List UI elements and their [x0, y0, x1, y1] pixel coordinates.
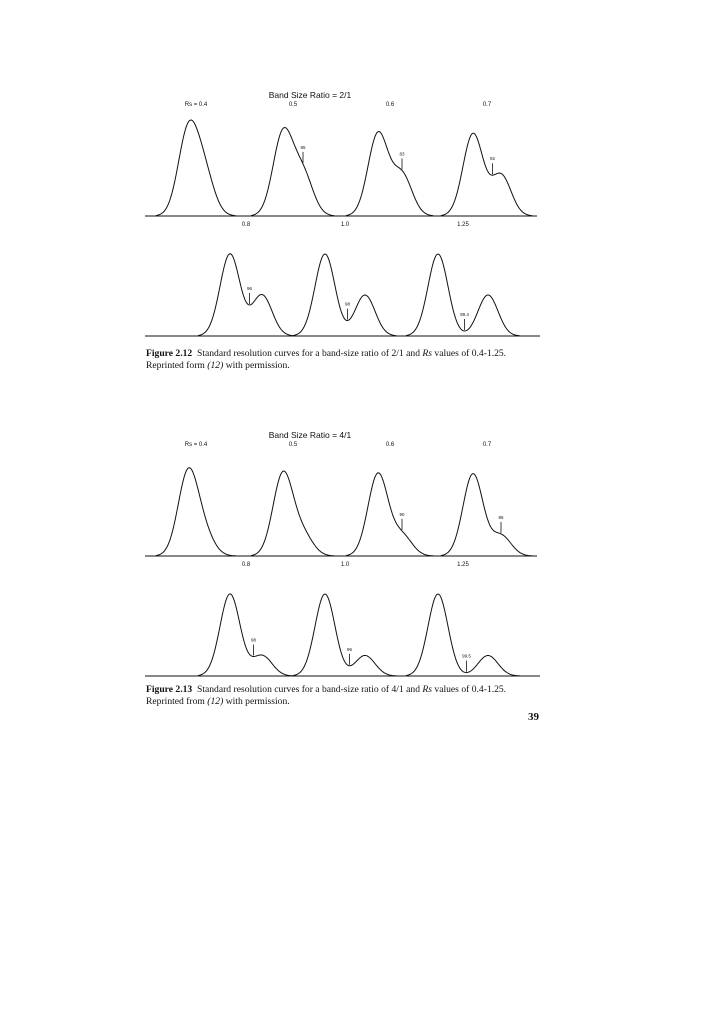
resolution-curve: [441, 133, 532, 216]
caption-symbol: Rs: [422, 684, 432, 695]
resolution-curve: [251, 471, 334, 556]
caption-text: values of 0.4-1.25. Reprinted from: [146, 684, 507, 707]
resolution-curve: [198, 594, 293, 676]
rs-value-label: Rs = 0.4: [184, 442, 208, 448]
rs-value-label: 0.8: [241, 562, 251, 568]
resolution-curve: [346, 132, 433, 216]
caption-text: with permission.: [225, 360, 290, 371]
resolution-curve: [156, 468, 236, 556]
valley-value-label: 95: [498, 514, 504, 520]
caption-reference: (12): [207, 696, 224, 707]
figure-2-12-chart: [140, 85, 550, 350]
resolution-curve: [156, 120, 236, 216]
valley-value-label: 98: [344, 301, 351, 307]
rs-value-label: 0.5: [288, 102, 298, 108]
page-number: 39: [528, 711, 539, 723]
rs-value-label: 0.6: [385, 102, 395, 108]
rs-value-label: Rs = 0.4: [184, 102, 208, 108]
rs-value-label: 1.25: [457, 222, 469, 228]
resolution-curve: [293, 594, 396, 676]
caption-text: Standard resolution curves for a band-size ratio of 2/1 and: [197, 348, 420, 359]
valley-value-label: 99.5: [462, 653, 471, 659]
figure-2-12-caption: [146, 348, 546, 372]
figure-title: Band Size Ratio = 2/1: [268, 90, 352, 100]
caption-text: with permission.: [225, 696, 290, 707]
figure-title: Band Size Ratio = 4/1: [268, 430, 352, 440]
rs-value-label: 0.8: [241, 222, 251, 228]
figure-2-12: [140, 85, 550, 350]
rs-value-label: 1.0: [340, 562, 350, 568]
resolution-curve: [251, 128, 334, 216]
resolution-curve: [441, 474, 532, 556]
valley-value-label: 98: [250, 637, 257, 643]
valley-value-label: 83: [399, 151, 405, 157]
rs-value-label: 1.0: [340, 222, 350, 228]
rs-value-label: 0.7: [482, 102, 492, 108]
resolution-curve: [406, 254, 520, 336]
rs-value-label: 0.5: [288, 442, 298, 448]
valley-value-label: 96: [246, 286, 253, 291]
figure-2-13-chart: [140, 425, 550, 687]
figure-2-13: [140, 425, 550, 687]
caption-label: Figure 2.13: [146, 684, 193, 695]
resolution-curve: [293, 254, 396, 336]
rs-value-label: 0.6: [385, 442, 395, 448]
caption-symbol: Rs: [422, 348, 432, 359]
valley-value-label: 92: [489, 156, 496, 162]
valley-value-label: 96: [346, 646, 353, 652]
caption-text: values of 0.4-1.25. Reprinted form: [146, 348, 507, 371]
caption-text: Standard resolution curves for a band-size ratio of 4/1 and: [197, 684, 420, 695]
valley-value-label: 90: [399, 511, 405, 517]
rs-value-label: 0.7: [482, 442, 492, 448]
caption-label: Figure 2.12: [146, 348, 193, 359]
caption-reference: (12): [207, 360, 224, 371]
valley-value-label: 99.4: [460, 312, 469, 317]
resolution-curve: [198, 254, 293, 336]
figure-2-13-caption: [146, 684, 546, 708]
rs-value-label: 1.25: [457, 562, 469, 568]
resolution-curve: [346, 473, 433, 556]
valley-value-label: 85: [300, 144, 306, 150]
resolution-curve: [406, 594, 520, 676]
